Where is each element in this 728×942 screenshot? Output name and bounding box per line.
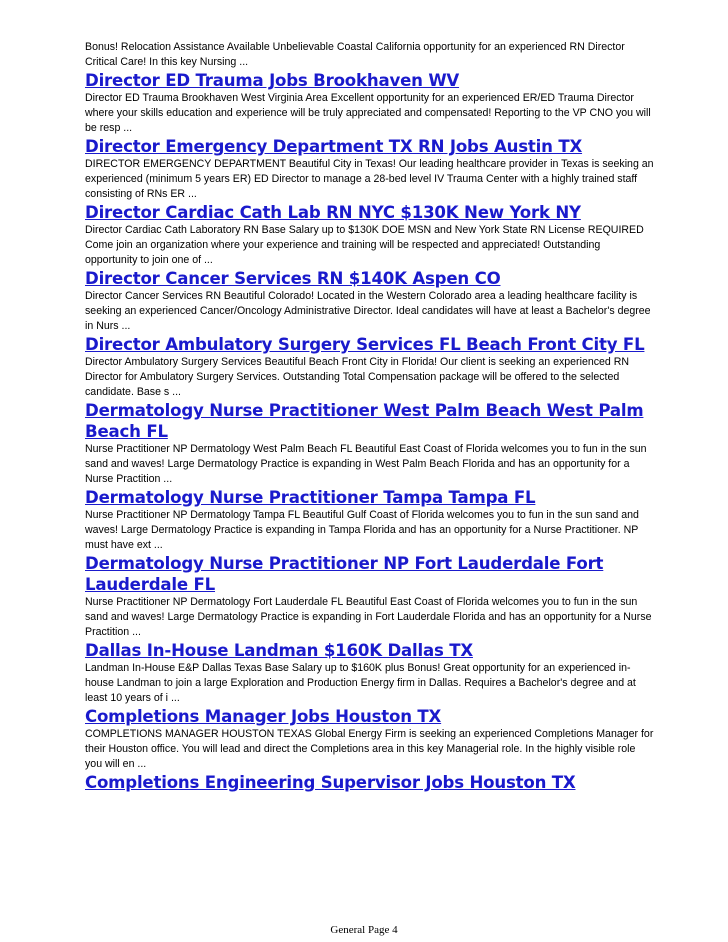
job-title-link[interactable]: Director Ambulatory Surgery Services FL Beach Front City FL [85, 335, 645, 354]
job-title-link[interactable]: Director Cancer Services RN $140K Aspen CO [85, 269, 501, 288]
job-title-link[interactable]: Director Emergency Department TX RN Jobs Austin TX [85, 137, 583, 156]
job-description: Director Cardiac Cath Laboratory RN Base Salary up to $130K DOE MSN and New York State RN License REQUIRED Come join an organization where your experience and training will be respected and appreciated! Outstanding opportunity to join one of ... [85, 224, 644, 266]
job-listing-2 [85, 136, 655, 202]
job-description: Nurse Practitioner NP Dermatology West Palm Beach FL Beautiful East Coast of Florida welcomes you to fun in the sun sand and waves! Large Dermatology Practice is expanding in West Palm Beach Florida and has an opportunity for a Nurse Practition ... [85, 443, 647, 485]
job-title-link[interactable]: Completions Engineering Supervisor Jobs Houston TX [85, 773, 576, 792]
job-listing-11 [85, 772, 655, 793]
job-description: COMPLETIONS MANAGER HOUSTON TEXAS Global Energy Firm is seeking an experienced Completions Manager for their Houston office. You will lead and direct the Completions area in this key Managerial role. In the highly visible role you will en ... [85, 728, 654, 770]
job-description: Director ED Trauma Brookhaven West Virginia Area Excellent opportunity for an experienced ER/ED Trauma Director where your skills education and experience will be truly appreciated and compensated! Reporting to the VP CNO you will be resp ... [85, 92, 651, 134]
job-title-link[interactable]: Director ED Trauma Jobs Brookhaven WV [85, 71, 460, 90]
job-listing-6 [85, 400, 655, 487]
job-description: Nurse Practitioner NP Dermatology Fort Lauderdale FL Beautiful East Coast of Florida welcomes you to fun in the sun sand and waves! Large Dermatology Practice is expanding in Fort Lauderdale Florida and has an opportunity for a Nurse Practition ... [85, 596, 652, 638]
job-title-link[interactable]: Dermatology Nurse Practitioner Tampa Tampa FL [85, 488, 536, 507]
job-description: Director Cancer Services RN Beautiful Colorado! Located in the Western Colorado area a leading healthcare facility is seeking an experienced Cancer/Oncology Administrative Director. Ideal candidates will have at least a Bachelor's degree in Nurs ... [85, 290, 651, 332]
job-title-link[interactable]: Dermatology Nurse Practitioner West Palm Beach West Palm Beach FL [85, 401, 644, 441]
page-footer: General Page 4 [330, 924, 398, 936]
job-listing-1 [85, 70, 655, 136]
job-description: Landman In-House E&P Dallas Texas Base Salary up to $160K plus Bonus! Great opportunity for an experienced in-house Landman to join a large Exploration and Production Energy firm in Dallas. Requires a Bachelor's degree and at least 10 years of i ... [85, 662, 636, 704]
job-listing-10 [85, 706, 655, 772]
job-description: Nurse Practitioner NP Dermatology Tampa FL Beautiful Gulf Coast of Florida welcomes you to fun in the sun sand and waves! Large Dermatology Practice is expanding in Tampa Florida and has an opportunity for a Nurse Practitioner. NP must have ext ... [85, 509, 639, 551]
job-listing-7 [85, 487, 655, 553]
document-page [85, 40, 655, 793]
job-listing-4 [85, 268, 655, 334]
intro-text: Bonus! Relocation Assistance Available Unbelievable Coastal California opportunity for an experienced RN Director Critical Care! In this key Nursing ... [85, 41, 625, 68]
job-listing-8 [85, 553, 655, 640]
job-title-link[interactable]: Completions Manager Jobs Houston TX [85, 707, 442, 726]
job-description: Director Ambulatory Surgery Services Beautiful Beach Front City in Florida! Our client is seeking an experienced RN Director for Ambulatory Surgery Services. Outstanding Total Compensation package will be offered to the selected candidate. Base s ... [85, 356, 630, 398]
job-listing-9 [85, 640, 655, 706]
job-title-link[interactable]: Dallas In-House Landman $160K Dallas TX [85, 641, 473, 660]
job-title-link[interactable]: Dermatology Nurse Practitioner NP Fort Lauderdale Fort Lauderdale FL [85, 554, 604, 594]
job-listing-3 [85, 202, 655, 268]
job-title-link[interactable]: Director Cardiac Cath Lab RN NYC $130K New York NY [85, 203, 581, 222]
job-description: DIRECTOR EMERGENCY DEPARTMENT Beautiful City in Texas! Our leading healthcare provider in Texas is seeking an experienced (minimum 5 years ER) ED Director to manage a 28-bed level IV Trauma Center with a highly trained staff consisting of RNs ER ... [85, 158, 654, 200]
job-listing-5 [85, 334, 655, 400]
